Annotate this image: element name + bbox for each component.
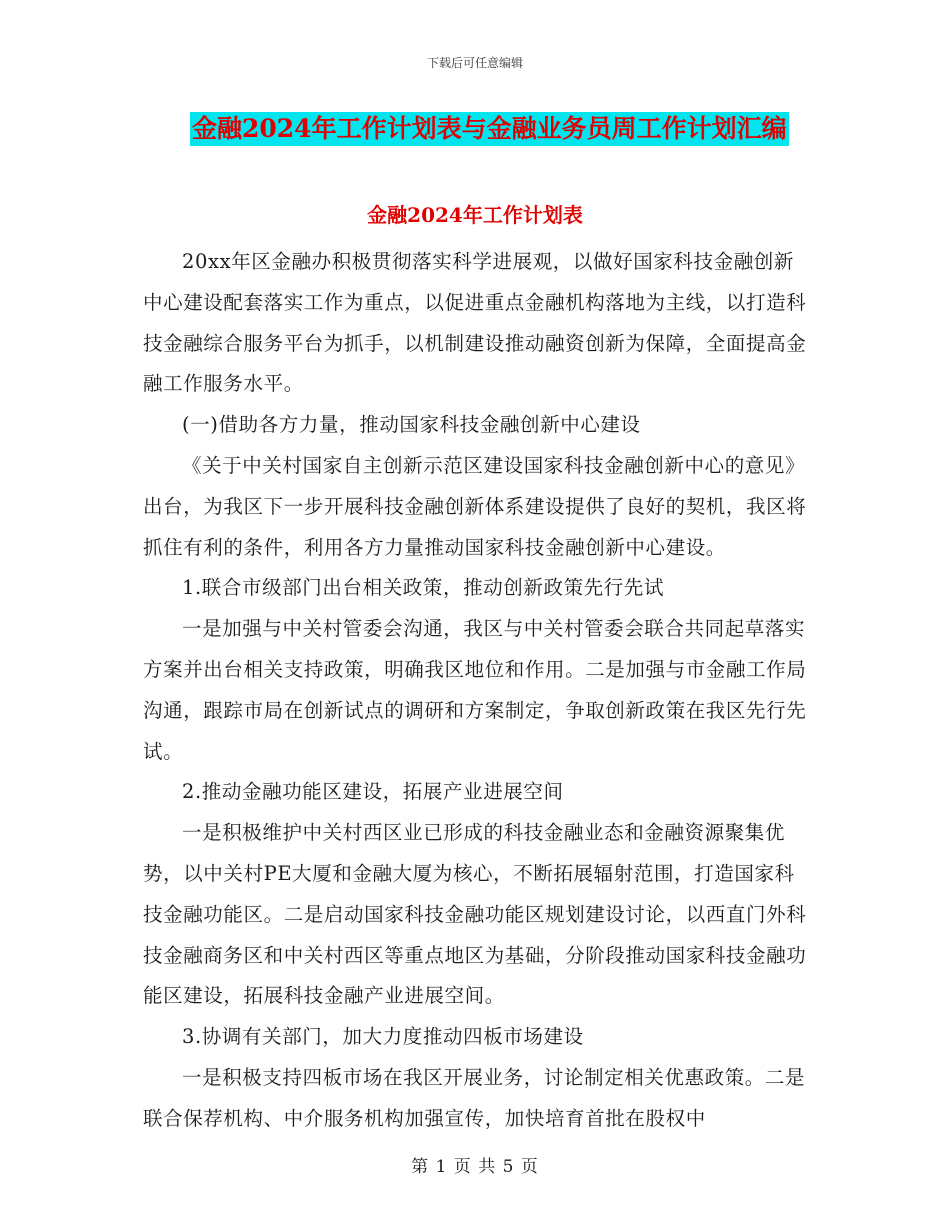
paragraph: (一)借助各方力量，推动国家科技金融创新中心建设 bbox=[182, 413, 641, 437]
paragraph: 一是积极支持四板市场在我区开展业务，讨论制定相关优惠政策。二是联合保荐机构、中介服务机构加强宣传，加快培育首批在股权中 bbox=[143, 1065, 806, 1130]
page-footer: 第 1 页 共 5 页 bbox=[411, 1157, 539, 1177]
paragraph: 3.协调有关部门，加大力度推动四板市场建设 bbox=[182, 1025, 584, 1049]
section-title: 金融2024年工作计划表 bbox=[367, 203, 583, 227]
paragraph: 2.推动金融功能区建设，拓展产业进展空间 bbox=[182, 780, 564, 804]
paragraph: 一是积极维护中关村西区业已形成的科技金融业态和金融资源聚集优势，以中关村PE大厦和金融大厦为核心，不断拓展辐射范围，打造国家科技金融功能区。二是启动国家科技金融功能区规划建设讨论，以西直门外科技金融商务区和中关村西区等重点地区为基础，分阶段推动国家科技金融功能区建设，拓展科技金融产业进展空间。 bbox=[143, 821, 807, 1008]
document-body bbox=[143, 242, 811, 1140]
paragraph: 1.联合市级部门出台相关政策，推动创新政策先行先试 bbox=[182, 576, 665, 600]
paragraph: 20xx年区金融办积极贯彻落实科学进展观，以做好国家科技金融创新中心建设配套落实工作为重点，以促进重点金融机构落地为主线，以打造科技金融综合服务平台为抓手，以机制建设推动融资创新为保障，全面提高金融工作服务水平。 bbox=[143, 250, 807, 396]
paragraph: 一是加强与中关村管委会沟通，我区与中关村管委会联合共同起草落实方案并出台相关支持政策，明确我区地位和作用。二是加强与市金融工作局沟通，跟踪市局在创新试点的调研和方案制定，争取创新政策在我区先行先试。 bbox=[143, 617, 807, 763]
document-title: 金融2024年工作计划表与金融业务员周工作计划汇编 bbox=[190, 112, 789, 146]
header-note: 下载后可任意编辑 bbox=[426, 56, 523, 70]
paragraph: 《关于中关村国家自主创新示范区建设国家科技金融创新中心的意见》出台，为我区下一步开展科技金融创新体系建设提供了良好的契机，我区将抓住有利的条件，利用各方力量推动国家科技金融创新中心建设。 bbox=[143, 453, 807, 559]
